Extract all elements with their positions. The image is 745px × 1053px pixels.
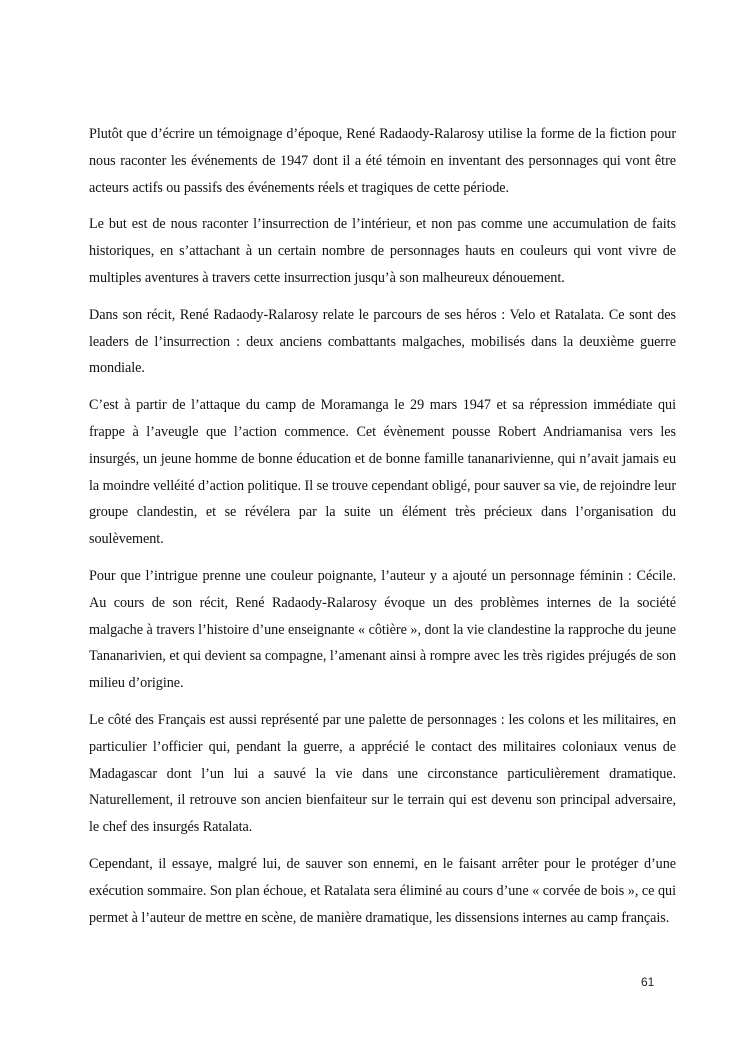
paragraph-6: Le côté des Français est aussi représenté par une palette de personnages : les colons et les militaires, en particulier l’officier qui, pendant la guerre, a apprécié le contact des militaires coloniaux venus de Madagascar dont l’un lui a sauvé la vie dans une circonstance particulièrement dramatique. Naturellement, il retrouve son ancien bienfaiteur sur le terrain qui est devenu son principal adversaire, le chef des insurgés Ratalata. — [89, 711, 676, 836]
paragraph-5: Pour que l’intrigue prenne une couleur poignante, l’auteur y a ajouté un personnage féminin : Cécile. Au cours de son récit, René Radaody-Ralarosy évoque un des problèmes internes de la société malgache à travers l’histoire d’une enseignante « côtière », dont la vie clandestine la rapproche du jeune Tananarivien, et qui devient sa compagne, l’amenant ainsi à rompre avec les très rigides préjugés de son milieu d’origine. — [89, 567, 676, 692]
paragraph-1: Plutôt que d’écrire un témoignage d’époque, René Radaody-Ralarosy utilise la forme de la fiction pour nous raconter les événements de 1947 dont il a été témoin en inventant des personnages qui vont être acteurs actifs ou passifs des événements réels et tragiques de cette période. — [89, 126, 676, 196]
paragraph-7: Cependant, il essaye, malgré lui, de sauver son ennemi, en le faisant arrêter pour le protéger d’une exécution sommaire. Son plan échoue, et Ratalata sera éliminé au cours d’une « corvée de bois », ce qui permet à l’auteur de mettre en scène, de manière dramatique, les dissensions internes au camp français. — [89, 855, 676, 926]
body-text — [89, 121, 676, 941]
paragraph-4: C’est à partir de l’attaque du camp de Moramanga le 29 mars 1947 et sa répression immédiate qui frappe à l’aveugle que l’action commence. Cet évènement pousse Robert Andriamanisa vers les insurgés, un jeune homme de bonne éducation et de bonne famille tananarivienne, qui n’avait jamais eu la moindre velléité d’action politique. Il se trouve cependant obligé, pour sauver sa vie, de rejoindre leur groupe clandestin, et se révélera par la suite un élément très précieux dans l’organisation du soulèvement. — [89, 397, 676, 548]
paragraph-3: Dans son récit, René Radaody-Ralarosy relate le parcours de ses héros : Velo et Ratalata. Ce sont des leaders de l’insurrection : deux anciens combattants malgaches, mobilisés dans la deuxième guerre mondiale. — [89, 306, 676, 377]
page-number: 61 — [641, 975, 655, 989]
paragraph-2: Le but est de nous raconter l’insurrection de l’intérieur, et non pas comme une accumulation de faits historiques, en s’attachant à un certain nombre de personnages hauts en couleurs qui vont vivre de multiples aventures à travers cette insurrection jusqu’à son malheureux dénouement. — [89, 216, 676, 286]
